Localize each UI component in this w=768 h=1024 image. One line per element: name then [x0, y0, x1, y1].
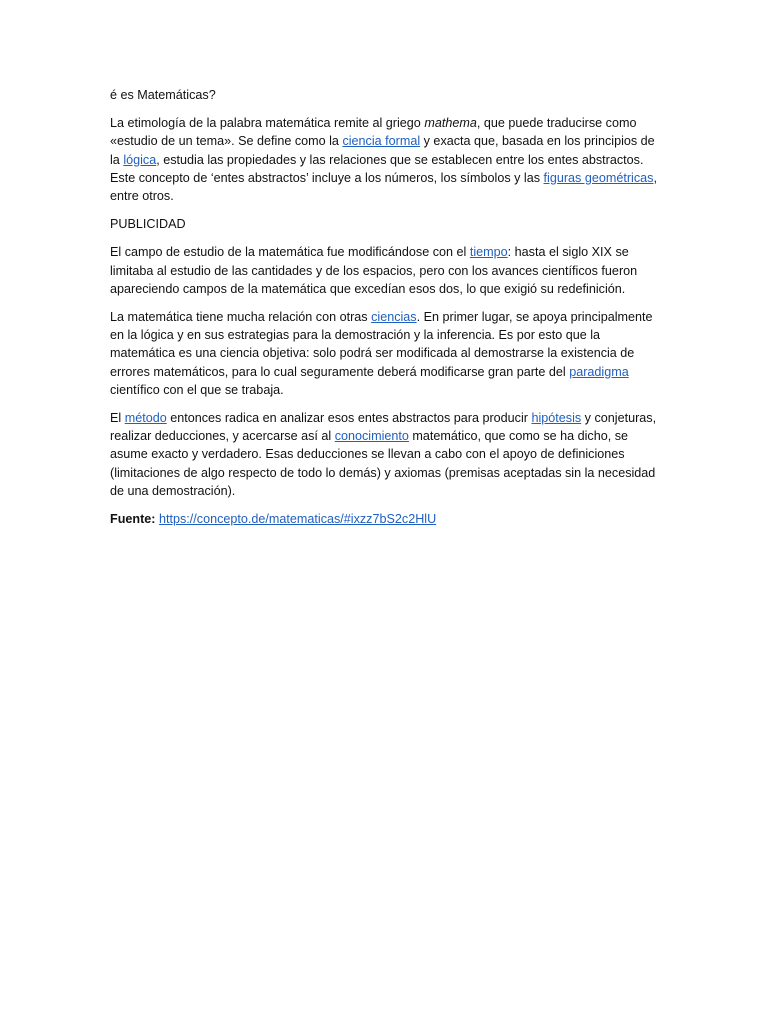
paragraph-relacion-ciencias [110, 308, 658, 399]
document-title: é es Matemáticas? [110, 88, 216, 102]
text-segment: , que puede traducirse como «estudio de un tema». Se define como la [110, 116, 637, 149]
text-segment: científico con el que se trabaja. [110, 382, 284, 397]
text-segment: matemático, que como se ha dicho, se asume exacto y verdadero. Esas deducciones se llevan a cabo con el apoyo de definiciones (limitaciones de algo respecto de todo lo demás) y axiomas (premisas aceptadas sin la necesidad de una demostración). [110, 429, 656, 498]
link-paradigma[interactable]: paradigma [569, 364, 629, 379]
document-page [110, 86, 658, 538]
text-segment: y exacta que, basada en los principios de la [110, 134, 655, 167]
text-segment: La etimología de la palabra matemática remite al griego [110, 116, 425, 131]
text-segment: El campo de estudio de la matemática fue modificándose con el [110, 245, 470, 260]
paragraph-metodo [110, 409, 658, 500]
source-link[interactable]: https://concepto.de/matematicas/#ixzz7bS2c2HlU [158, 512, 437, 527]
emphasis-mathema: mathema [424, 116, 477, 131]
text-segment: . En primer lugar, se apoya principalmente en la lógica y en sus estrategias para la demostración y la inferencia. Es por esto que la matemática es una ciencia objetiva: solo podrá ser modificada al demostrarse la existencia de errores matemáticos, para lo cual seguramente deberá modificarse gran parte del [110, 310, 653, 379]
text-segment: : hasta el siglo XIX se limitaba al estudio de las cantidades y de los espacios, pero con los avances científicos fueron apareciendo campos de la matemática que excedían esos dos, lo que exigió su redefinición. [110, 245, 638, 296]
link-logica[interactable]: lógica [123, 152, 157, 167]
text-segment: El [110, 411, 125, 426]
paragraph-etimologia [110, 114, 658, 205]
link-metodo[interactable]: método [124, 411, 167, 426]
text-segment: y conjeturas, realizar deducciones, y acercarse así al [110, 411, 657, 444]
text-segment: entonces radica en analizar esos entes abstractos para producir [166, 411, 532, 426]
text-segment: , estudia las propiedades y las relaciones que se establecen entre los entes abstractos. Este concepto de ‘entes abstractos’ incluye a los números, los símbolos y las [110, 152, 644, 185]
text-segment: La matemática tiene mucha relación con otras [110, 310, 372, 325]
source-label: Fuente: [110, 512, 159, 527]
link-ciencias[interactable]: ciencias [371, 310, 417, 325]
publicidad-label: PUBLICIDAD [110, 217, 186, 232]
paragraph-campo-estudio [110, 243, 658, 298]
link-ciencia-formal[interactable]: ciencia formal [342, 134, 421, 149]
link-hipotesis[interactable]: hipótesis [531, 411, 582, 426]
link-figuras-geometricas[interactable]: figuras geométricas [543, 170, 654, 185]
link-conocimiento[interactable]: conocimiento [334, 429, 409, 444]
text-segment: , entre otros. [110, 170, 657, 204]
source-line [110, 510, 658, 528]
link-tiempo[interactable]: tiempo [469, 245, 508, 260]
